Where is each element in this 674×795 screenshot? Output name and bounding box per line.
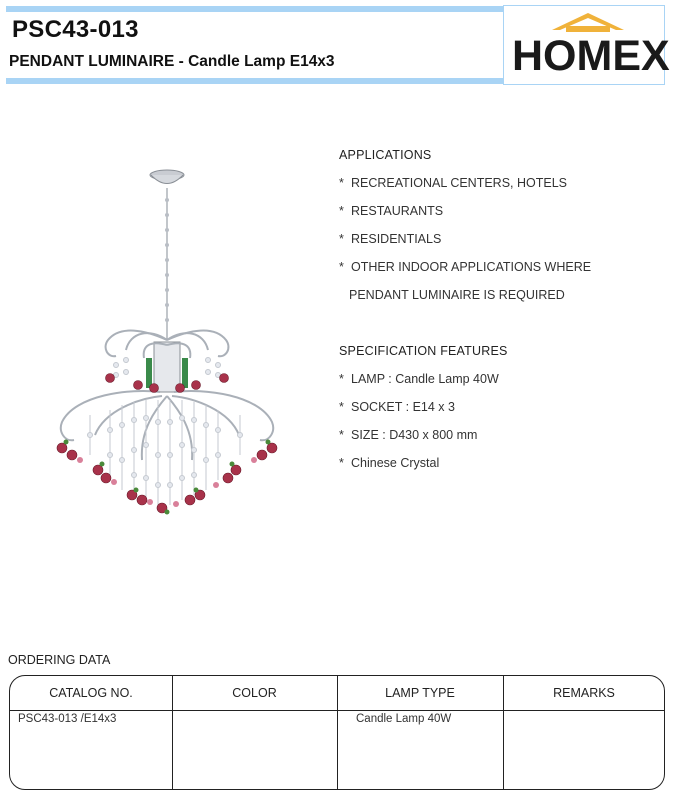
cell-lamp-type: Candle Lamp 40W <box>356 713 452 725</box>
header-bottom-bar <box>6 78 504 84</box>
application-item: * RECREATIONAL CENTERS, HOTELS <box>339 176 568 190</box>
header-top-bar <box>6 6 504 12</box>
spec-item: * SIZE : D430 x 800 mm <box>339 428 478 442</box>
application-item: * OTHER INDOOR APPLICATIONS WHERE <box>339 260 592 274</box>
cell-catalog: PSC43-013 /E14x3 <box>18 713 117 725</box>
ordering-table <box>9 675 665 790</box>
product-model: PSC43-013 <box>12 16 139 43</box>
application-item: * RESTAURANTS <box>339 204 444 218</box>
applications-title: APPLICATIONS <box>339 148 432 162</box>
logo-text: HOMEX <box>512 32 670 80</box>
column-header-color: COLOR <box>232 686 277 700</box>
brand-logo <box>503 5 670 85</box>
chandelier-image <box>50 160 285 520</box>
column-header-lamp-type: LAMP TYPE <box>385 686 455 700</box>
column-header-catalog: CATALOG NO. <box>49 686 133 700</box>
specification-title: SPECIFICATION FEATURES <box>339 344 508 358</box>
ordering-title: ORDERING DATA <box>8 653 111 667</box>
spec-item: * Chinese Crystal <box>339 456 440 470</box>
application-item: * RESIDENTIALS <box>339 232 442 246</box>
spec-item: * LAMP : Candle Lamp 40W <box>339 372 499 386</box>
application-item-continuation: PENDANT LUMINAIRE IS REQUIRED <box>349 288 565 302</box>
product-subtitle: PENDANT LUMINAIRE - Candle Lamp E14x3 <box>9 53 335 70</box>
column-header-remarks: REMARKS <box>553 686 615 700</box>
spec-item: * SOCKET : E14 x 3 <box>339 400 455 414</box>
header <box>6 6 504 84</box>
